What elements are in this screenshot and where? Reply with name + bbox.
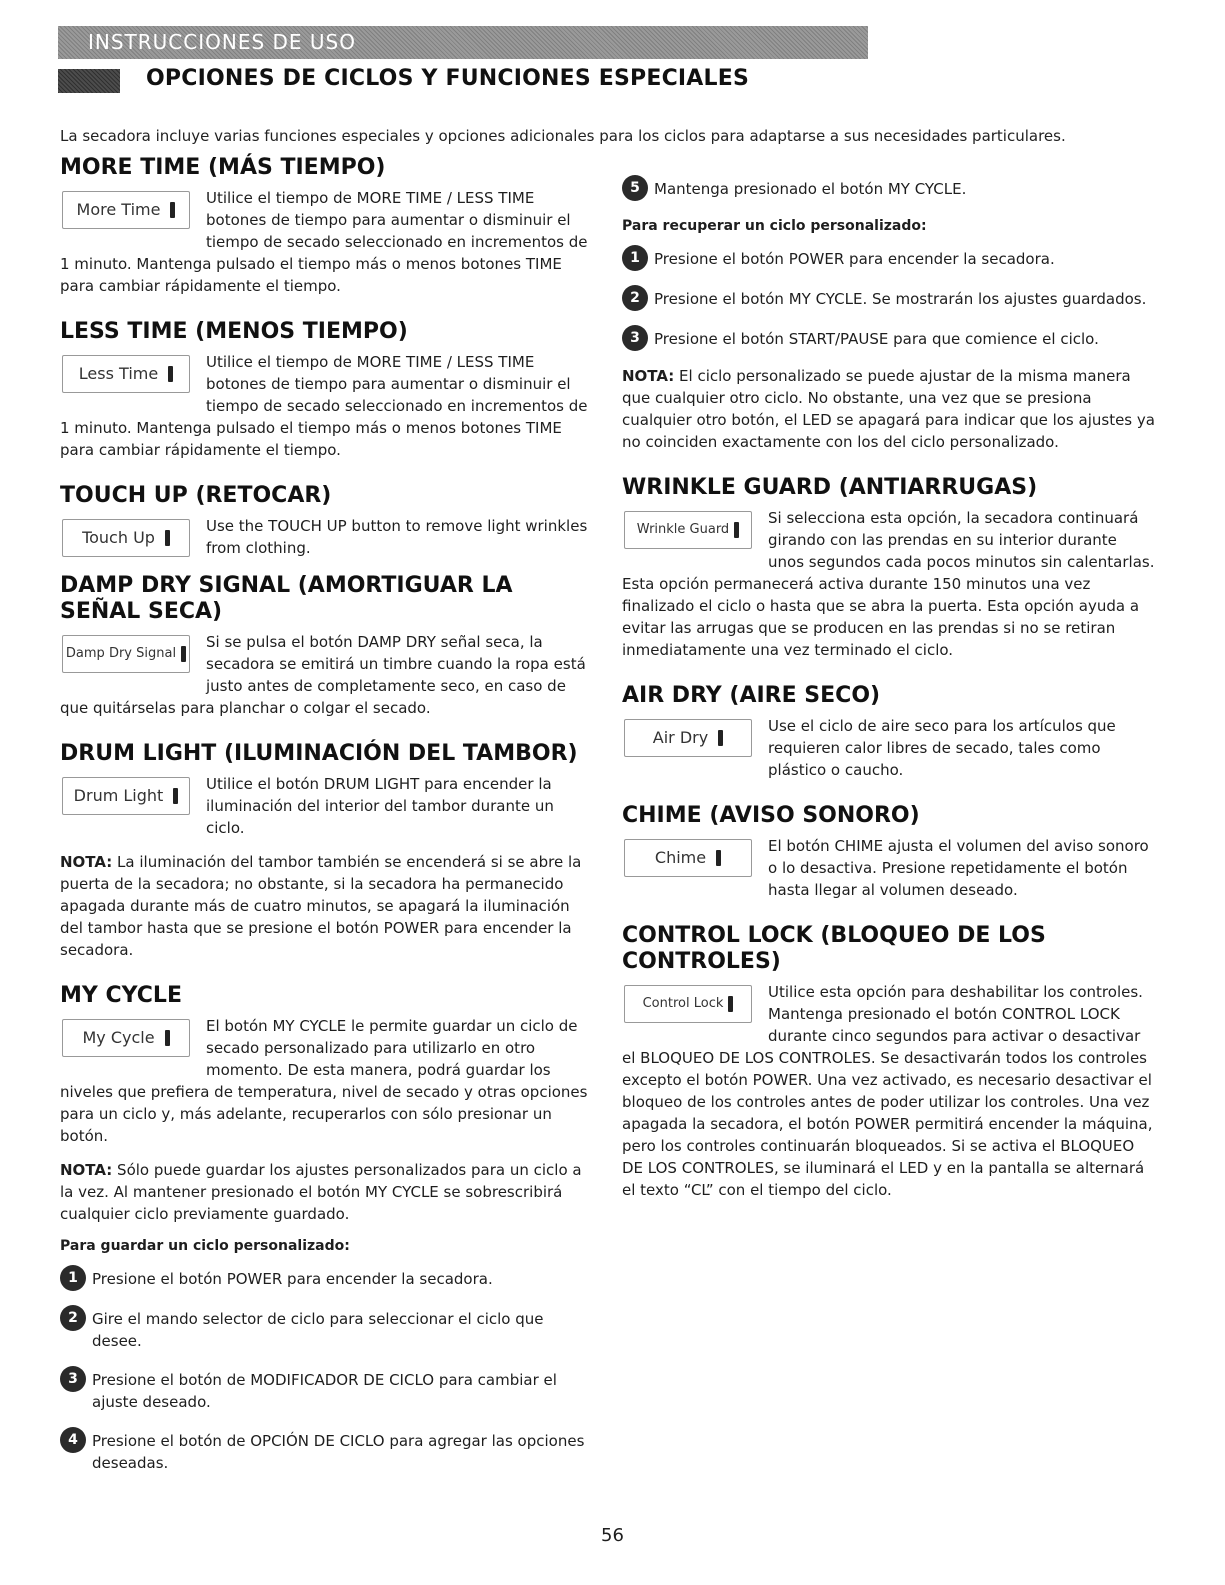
- step-number-icon: 1: [622, 245, 648, 271]
- chime-button: [624, 839, 752, 877]
- step-number-icon: 3: [622, 325, 648, 351]
- my-cycle-heading: MY CYCLE: [60, 983, 182, 1008]
- section-marker: [58, 69, 120, 93]
- step-number-icon: 2: [622, 285, 648, 311]
- save-step: [60, 1427, 595, 1474]
- step-text: Presione el botón START/PAUSE para que comience el ciclo.: [654, 330, 1099, 348]
- save-step: [622, 175, 1157, 201]
- more-time-button: [62, 191, 190, 229]
- chime-heading: CHIME (AVISO SONORO): [622, 803, 920, 828]
- note-label: NOTA:: [60, 1161, 113, 1179]
- my-cycle-note-2: [622, 365, 1157, 453]
- less-time-button: [62, 355, 190, 393]
- right-column: [622, 175, 1157, 1201]
- banner: INSTRUCCIONES DE USO: [58, 26, 868, 59]
- recall-step: [622, 245, 1157, 271]
- page-number: 56: [601, 1525, 624, 1546]
- section-damp-dry: [60, 573, 595, 719]
- touch-up-text: Use the TOUCH UP button to remove light wrinkles from clothing.: [206, 517, 588, 557]
- intro-text: La secadora incluye varias funciones especiales y opciones adicionales para los ciclos para adaptarse a sus necesidades particulares.: [60, 127, 1066, 145]
- led-indicator-icon: [165, 1030, 170, 1046]
- recall-step: [622, 285, 1157, 311]
- led-indicator-icon: [734, 522, 739, 538]
- step-text: Presione el botón MY CYCLE. Se mostrarán los ajustes guardados.: [654, 290, 1147, 308]
- led-indicator-icon: [728, 996, 733, 1012]
- save-step: [60, 1305, 595, 1352]
- wrinkle-guard-heading: WRINKLE GUARD (ANTIARRUGAS): [622, 475, 1038, 500]
- led-indicator-icon: [181, 646, 186, 662]
- less-time-text: Utilice el tiempo de MORE TIME / LESS TIME botones de tiempo para aumentar o disminuir el tiempo de secado seleccionado en incrementos de 1 minuto. Mantenga pulsado el tiempo más o menos botones TIME para cambiar rápidamente el tiempo.: [60, 353, 588, 459]
- drum-light-note-text: La iluminación del tambor también se encenderá si se abre la puerta de la secadora; no obstante, si la secadora ha permanecido apagada durante más de cuatro minutos, se apagará la iluminación del tambor hasta que se presione el botón POWER para encender la secadora.: [60, 853, 582, 959]
- damp-dry-heading: DAMP DRY SIGNAL (AMORTIGUAR LA SEÑAL SECA): [60, 573, 513, 624]
- section-touch-up: [60, 483, 595, 561]
- step-text: Presione el botón de MODIFICADOR DE CICLO para cambiar el ajuste deseado.: [92, 1371, 557, 1411]
- section-title: OPCIONES DE CICLOS Y FUNCIONES ESPECIALES: [146, 66, 750, 91]
- step-text: Gire el mando selector de ciclo para seleccionar el ciclo que desee.: [92, 1310, 544, 1350]
- more-time-heading: MORE TIME (MÁS TIEMPO): [60, 155, 386, 180]
- led-indicator-icon: [168, 366, 173, 382]
- wrinkle-guard-text: Si selecciona esta opción, la secadora continuará girando con las prendas en su interior durante unos segundos cada pocos minutos sin calentarlas. Esta opción permanecerá activa durante 150 minutos una vez finalizado el ciclo o hasta que se abra la puerta. Esta opción ayuda a evitar las arrugas que se producen en las prendas si no se retiran inmediatamente una vez terminado el ciclo.: [622, 509, 1155, 659]
- step-number-icon: 3: [60, 1366, 86, 1392]
- control-lock-button: [624, 985, 752, 1023]
- section-control-lock: [622, 923, 1157, 1201]
- damp-dry-text: Si se pulsa el botón DAMP DRY señal seca, la secadora se emitirá un timbre cuando la ropa está justo antes de completamente seco, en caso de que quitárselas para planchar o colgar el secado.: [60, 633, 586, 717]
- step-text: Presione el botón de OPCIÓN DE CICLO para agregar las opciones deseadas.: [92, 1432, 585, 1472]
- step-number-icon: 1: [60, 1265, 86, 1291]
- control-lock-text: Utilice esta opción para deshabilitar los controles. Mantenga presionado el botón CONTROL LOCK durante cinco segundos para activar o desactivar el BLOQUEO DE LOS CONTROLES. Se desactivarán todos los controles excepto el botón POWER. Una vez activado, es necesario desactivar el bloqueo de los controles antes de poder utilizar los controles. Una vez apagada la secadora, el botón POWER permitirá encender la máquina, pero los controles continuarán bloqueados. Si se activa el BLOQUEO DE LOS CONTROLES, se iluminará el LED y en la pantalla se alternará el texto “CL” con el tiempo del ciclo.: [622, 983, 1153, 1199]
- led-indicator-icon: [170, 202, 175, 218]
- drum-light-text: Utilice el botón DRUM LIGHT para encender la iluminación del interior del tambor durante un ciclo.: [206, 775, 554, 837]
- step-text: Presione el botón POWER para encender la secadora.: [654, 250, 1055, 268]
- section-air-dry: [622, 683, 1157, 781]
- air-dry-heading: AIR DRY (AIRE SECO): [622, 683, 881, 708]
- my-cycle-text: El botón MY CYCLE le permite guardar un ciclo de secado personalizado para utilizarlo en otro momento. De esta manera, podrá guardar los niveles que prefiera de temperatura, nivel de secado y otras opciones para un ciclo y, más adelante, recuperarlos con sólo presionar un botón.: [60, 1017, 588, 1145]
- more-time-text: Utilice el tiempo de MORE TIME / LESS TIME botones de tiempo para aumentar o disminuir el tiempo de secado seleccionado en incrementos de 1 minuto. Mantenga pulsado el tiempo más o menos botones TIME para cambiar rápidamente el tiempo.: [60, 189, 588, 295]
- section-my-cycle: [60, 983, 595, 1474]
- my-cycle-note-2-text: El ciclo personalizado se puede ajustar de la misma manera que cualquier otro ciclo. No obstante, una vez que se presiona cualquier otro botón, el LED se apagará para indicar que los ajustes ya no coinciden exactamente con los del ciclo personalizado.: [622, 367, 1155, 451]
- touch-up-button: [62, 519, 190, 557]
- drum-light-button-label: Drum Light: [73, 786, 164, 805]
- air-dry-text: Use el ciclo de aire seco para los artículos que requieren calor libres de secado, tales como plástico o caucho.: [768, 717, 1116, 779]
- less-time-heading: LESS TIME (MENOS TIEMPO): [60, 319, 408, 344]
- step-number-icon: 5: [622, 175, 648, 201]
- damp-dry-button: [62, 635, 190, 673]
- save-step: [60, 1265, 595, 1291]
- drum-light-heading: DRUM LIGHT (ILUMINACIÓN DEL TAMBOR): [60, 741, 578, 766]
- led-indicator-icon: [716, 850, 721, 866]
- section-more-time: [60, 155, 595, 297]
- drum-light-button: [62, 777, 190, 815]
- recall-step: [622, 325, 1157, 351]
- recall-cycle-heading: Para recuperar un ciclo personalizado:: [622, 218, 927, 234]
- led-indicator-icon: [165, 530, 170, 546]
- step-text: Presione el botón POWER para encender la secadora.: [92, 1270, 493, 1288]
- more-time-button-label: More Time: [76, 200, 161, 219]
- air-dry-button: [624, 719, 752, 757]
- my-cycle-button: [62, 1019, 190, 1057]
- chime-text: El botón CHIME ajusta el volumen del aviso sonoro o lo desactiva. Presione repetidamente el botón hasta llegar al volumen deseado.: [768, 837, 1149, 899]
- touch-up-button-label: Touch Up: [82, 528, 155, 547]
- save-step: [60, 1366, 595, 1413]
- air-dry-button-label: Air Dry: [652, 728, 709, 747]
- section-chime: [622, 803, 1157, 901]
- my-cycle-note: [60, 1159, 595, 1225]
- section-wrinkle-guard: [622, 475, 1157, 661]
- wrinkle-guard-button: [624, 511, 752, 549]
- left-column: [60, 155, 595, 1488]
- control-lock-button-label: Control Lock: [642, 996, 724, 1011]
- note-label: NOTA:: [622, 367, 675, 385]
- step-number-icon: 4: [60, 1427, 86, 1453]
- note-label: NOTA:: [60, 853, 113, 871]
- section-less-time: [60, 319, 595, 461]
- touch-up-heading: TOUCH UP (RETOCAR): [60, 483, 332, 508]
- damp-dry-button-label: Damp Dry Signal: [65, 646, 177, 661]
- led-indicator-icon: [173, 788, 178, 804]
- less-time-button-label: Less Time: [78, 364, 159, 383]
- section-drum-light: [60, 741, 595, 961]
- my-cycle-button-label: My Cycle: [82, 1028, 155, 1047]
- chime-button-label: Chime: [654, 848, 707, 867]
- drum-light-note: [60, 851, 595, 961]
- step-number-icon: 2: [60, 1305, 86, 1331]
- wrinkle-guard-button-label: Wrinkle Guard: [636, 522, 730, 537]
- step-text: Mantenga presionado el botón MY CYCLE.: [654, 180, 967, 198]
- led-indicator-icon: [718, 730, 723, 746]
- save-cycle-heading: Para guardar un ciclo personalizado:: [60, 1238, 350, 1254]
- control-lock-heading: CONTROL LOCK (BLOQUEO DE LOS CONTROLES): [622, 923, 1046, 974]
- my-cycle-note-text: Sólo puede guardar los ajustes personalizados para un ciclo a la vez. Al mantener presionado el botón MY CYCLE se sobrescribirá cualquier ciclo previamente guardado.: [60, 1161, 582, 1223]
- my-cycle-continued: [622, 175, 1157, 453]
